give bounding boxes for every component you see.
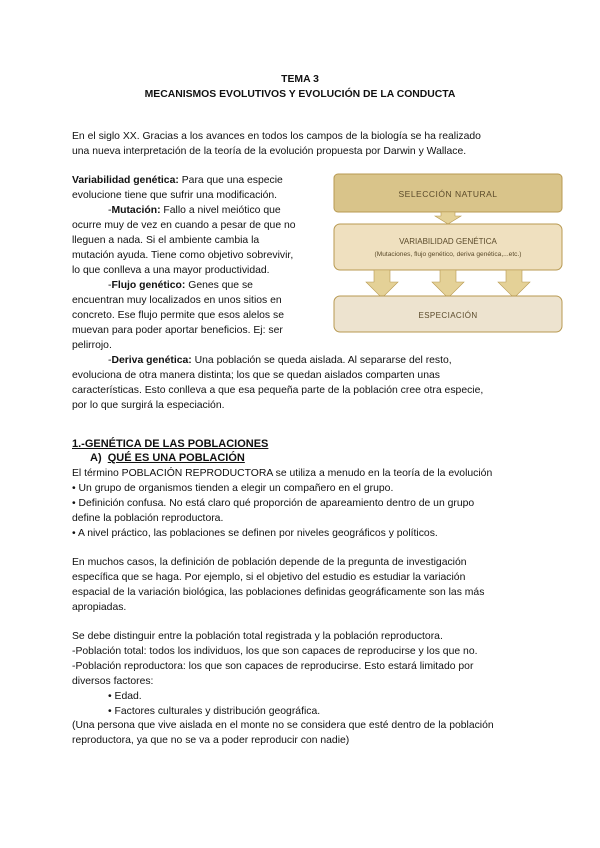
especiacion-label: ESPECIACIÓN <box>418 311 478 320</box>
flujo-line <box>108 278 253 293</box>
deriva-line <box>108 353 452 368</box>
mutacion-line: ocurre muy de vez en cuando a pesar de que no <box>72 220 296 231</box>
mutacion-prefix: - <box>108 205 112 216</box>
evolution-diagram <box>330 170 568 340</box>
section-line: El término POBLACIÓN REPRODUCTORA se utiliza a menudo en la teoría de la evolución <box>72 468 493 479</box>
mutacion-line: mutación ayuda. Tiene como objetivo sobrevivir, <box>72 250 294 261</box>
paragraph-line: diversos factores: <box>72 676 154 687</box>
variabilidad-genetica-box <box>334 224 562 270</box>
deriva-prefix: - <box>108 355 112 366</box>
page-title: MECANISMOS EVOLUTIVOS Y EVOLUCIÓN DE LA CONDUCTA <box>144 89 456 100</box>
closing-line: reproductora, ya que no se va a poder reproducir con nadie) <box>72 735 350 746</box>
arrow-down-icon <box>366 270 398 298</box>
variabilidad-genetica-sublabel: (Mutaciones, flujo genético, deriva genética,...etc.) <box>374 251 522 258</box>
arrow-down-icon <box>435 212 461 224</box>
tema-number: TEMA 3 <box>281 74 319 85</box>
mutacion-line <box>108 203 281 218</box>
deriva-line: evoluciona de otra manera distinta; los que se quedan aislados comparten unas <box>72 370 440 381</box>
factor-item: • Factores culturales y distribución geográfica. <box>108 706 321 717</box>
variabilidad-line <box>72 173 283 188</box>
section-line: define la población reproductora. <box>72 513 224 524</box>
subheading-prefix: A) <box>90 452 102 464</box>
deriva-text: Una población se queda aislada. Al separarse del resto, <box>191 355 452 366</box>
flujo-prefix: - <box>108 280 112 291</box>
subheading-title: QUÉ ES UNA POBLACIÓN <box>107 452 245 464</box>
paragraph-line: Se debe distinguir entre la población total registrada y la población reproductora. <box>72 631 443 642</box>
paragraph-line: específica que se haga. Por ejemplo, si el objetivo del estudio es estudiar la variación <box>72 572 466 583</box>
seleccion-natural-label: SELECCIÓN NATURAL <box>398 189 498 199</box>
flujo-line: pelirrojo. <box>72 340 112 351</box>
paragraph-line: -Población reproductora: los que son capaces de reproducirse. Esto estará limitado por <box>72 661 474 672</box>
arrow-down-icon <box>432 270 464 298</box>
factor-item: • Edad. <box>108 691 142 702</box>
variabilidad-genetica-label: VARIABILIDAD GENÉTICA <box>399 237 497 246</box>
deriva-line: características. Esto conlleva a que esa pequeña parte de la población cree otra especie, <box>72 385 484 396</box>
paragraph-line: espacial de la variación biológica, las poblaciones definidas geográficamente son las más <box>72 587 485 598</box>
paragraph-line: -Población total: todos los individuos, los que son capaces de reproducirse y los que no. <box>72 646 478 657</box>
variabilidad-text: Para que una especie <box>178 175 283 186</box>
mutacion-line: lo que conlleva a una mayor productividad. <box>72 265 270 276</box>
flujo-line: encuentran muy localizados en unos sitios en <box>72 295 282 306</box>
section-line: • A nivel práctico, las poblaciones se definen por niveles geográficos y políticos. <box>72 528 438 539</box>
deriva-line: por lo que surgirá la especiación. <box>72 400 225 411</box>
variabilidad-line: evolucione tiene que sufrir una modificación. <box>72 190 278 201</box>
section-line: • Un grupo de organismos tienden a elegir un compañero en el grupo. <box>72 483 394 494</box>
section-line: • Definición confusa. No está claro qué proporción de apareamiento dentro de un grupo <box>72 498 475 509</box>
flujo-label: Flujo genético: <box>111 280 186 291</box>
paragraph-line: apropiadas. <box>72 602 127 613</box>
flujo-line: concreto. Ese flujo permite que esos alelos se <box>72 310 284 321</box>
intro-line: En el siglo XX. Gracias a los avances en todos los campos de la biología se ha realizado <box>72 131 481 142</box>
variabilidad-label: Variabilidad genética: <box>72 175 179 186</box>
section-subheading <box>90 451 245 466</box>
section-heading: 1.-GENÉTICA DE LAS POBLACIONES <box>72 438 269 450</box>
mutacion-line: lleguen a nada. Si el ambiente cambia la <box>72 235 260 246</box>
mutacion-label: Mutación: <box>111 205 161 216</box>
intro-line: una nueva interpretación de la teoría de la evolución propuesta por Darwin y Wallace. <box>72 146 467 157</box>
flujo-text: Genes que se <box>185 280 253 291</box>
arrow-down-icon <box>498 270 530 298</box>
flujo-line: muevan para poder aportar beneficios. Ej: ser <box>72 325 283 336</box>
deriva-label: Deriva genética: <box>111 355 192 366</box>
paragraph-line: En muchos casos, la definición de población depende de la pregunta de investigación <box>72 557 467 568</box>
mutacion-text: Fallo a nivel meiótico que <box>160 205 281 216</box>
closing-line: (Una persona que vive aislada en el monte no se considera que esté dentro de la población <box>72 720 494 731</box>
